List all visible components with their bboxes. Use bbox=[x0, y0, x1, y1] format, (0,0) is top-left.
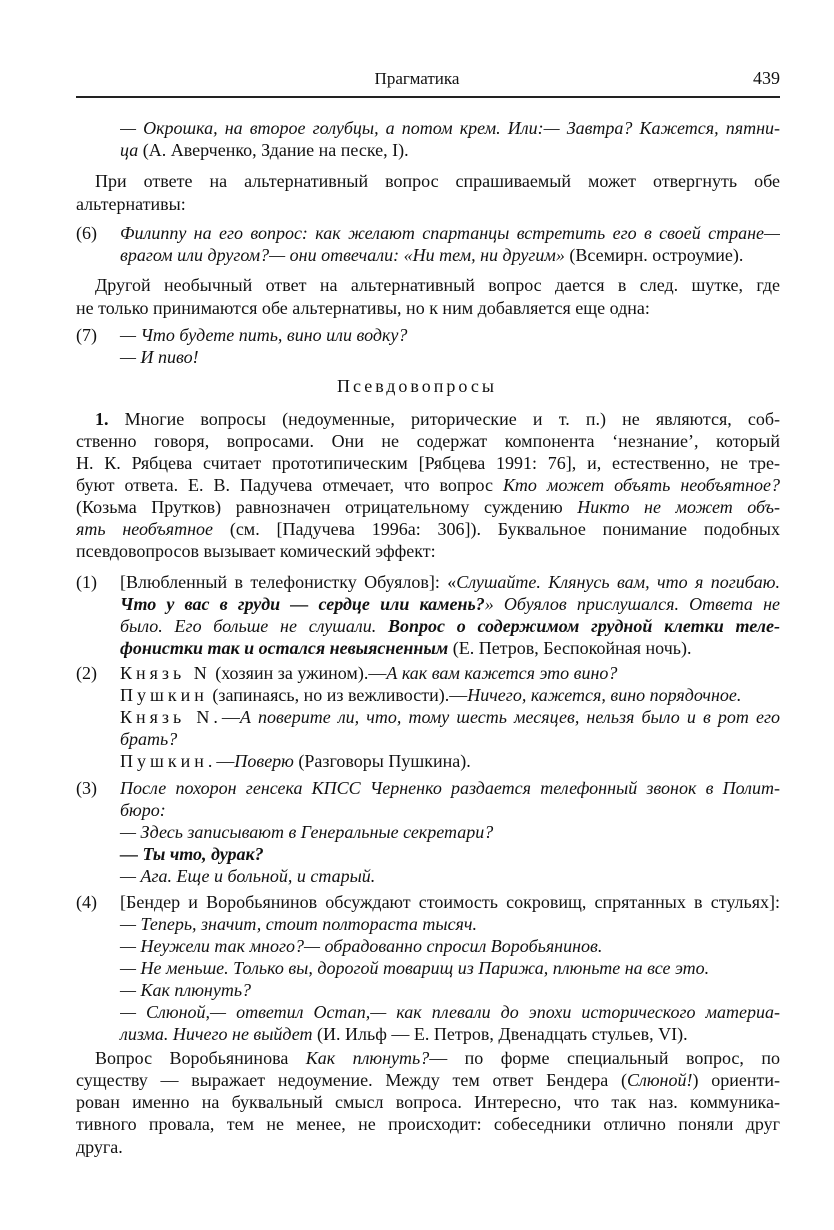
text-segment: Филиппу на его вопрос: как желают спартанцы встретить его в своей стране— bbox=[120, 223, 780, 243]
text-segment: — Не меньше. Только вы, дорогой товарищ из Парижа, плюньте на все это. bbox=[120, 958, 710, 978]
text-line bbox=[120, 865, 780, 887]
text-segment: (А. Аверченко, Здание на песке, I). bbox=[138, 140, 409, 160]
text-segment: лизма. Ничего не выйдет bbox=[120, 1024, 313, 1044]
text-segment: ) ориенти- bbox=[692, 1070, 780, 1090]
text-line bbox=[95, 170, 780, 192]
text-segment: — И пиво! bbox=[120, 347, 199, 367]
text-segment: (Козьма Прутков) равнозначен отрицательному суждению bbox=[76, 497, 578, 517]
text-line bbox=[120, 843, 780, 865]
text-line bbox=[120, 593, 780, 615]
text-line bbox=[120, 139, 780, 161]
text-segment: существу — выражает недоумение. Между тем ответ Бендера ( bbox=[76, 1070, 627, 1090]
text-line bbox=[120, 615, 780, 637]
text-line bbox=[76, 1136, 780, 1158]
text-segment: брать? bbox=[120, 729, 178, 749]
text-line bbox=[120, 913, 780, 935]
example-number: (1) bbox=[76, 572, 97, 592]
text-segment: тивного провала, тем не менее, не происходит: собеседники отлично поняли друг bbox=[76, 1114, 780, 1134]
example-number: (3) bbox=[76, 778, 97, 798]
text-segment: ственно говоря, вопросами. Они не содержат компонента ‘незнание’, который bbox=[76, 431, 780, 451]
text-line bbox=[76, 452, 780, 474]
text-segment: Н. К. Рябцева считает прототипическим [Рябцева 1991: 76], и, естественно, не тре- bbox=[76, 453, 780, 473]
text-segment: псевдовопросов вызывает комический эффект: bbox=[76, 541, 436, 561]
text-segment: (Е. Петров, Беспокойная ночь). bbox=[448, 638, 692, 658]
text-line bbox=[120, 662, 780, 684]
page-number: 439 bbox=[753, 68, 780, 88]
text-segment: ца bbox=[120, 140, 139, 160]
text-line bbox=[76, 540, 780, 562]
text-segment: Слюной! bbox=[627, 1070, 693, 1090]
section-heading: Псевдовопросы bbox=[337, 376, 497, 396]
speaker-name: Пушкин. bbox=[120, 751, 217, 771]
text-segment: — bbox=[216, 751, 235, 771]
text-line bbox=[120, 117, 780, 139]
text-line bbox=[120, 979, 780, 1001]
text-segment: (см. [Падучева 1996а: 306]). Буквальное понимание подобных bbox=[213, 519, 780, 539]
text-line bbox=[120, 1023, 780, 1045]
text-segment: — Ты что, дурак? bbox=[120, 844, 264, 864]
text-segment: ять необъятное bbox=[76, 519, 214, 539]
text-segment: А поверите ли, что, тому шесть месяцев, нельзя было и в рот его bbox=[239, 707, 780, 727]
text-segment: Другой необычный ответ на альтернативный вопрос дается в след. шутке, где bbox=[95, 275, 780, 295]
text-segment: Вопрос о содержимом грудной клетки теле- bbox=[387, 616, 780, 636]
text-segment: Как плюнуть? bbox=[305, 1048, 430, 1068]
speaker-name: Пушкин bbox=[120, 685, 208, 705]
text-line bbox=[120, 935, 780, 957]
text-segment: буют ответа. Е. В. Падучева отмечает, что вопрос bbox=[76, 475, 503, 495]
text-line bbox=[76, 1091, 780, 1113]
text-line bbox=[120, 957, 780, 979]
text-segment: альтернативы: bbox=[76, 194, 186, 214]
text-line bbox=[95, 1047, 780, 1069]
text-segment: (Разговоры Пушкина). bbox=[293, 751, 471, 771]
text-segment: — Слюной,— ответил Остап,— как плевали до эпохи исторического материа- bbox=[120, 1002, 780, 1022]
text-segment: врагом или другом?— они отвечали: «Ни тем, ни другим» bbox=[120, 245, 565, 265]
text-segment: — Что будете пить, вино или водку? bbox=[120, 325, 408, 345]
text-segment: — Ага. Еще и больной, и старый. bbox=[120, 866, 376, 886]
text-segment: 1. bbox=[95, 409, 109, 429]
example-number: (6) bbox=[76, 223, 97, 243]
text-line bbox=[120, 637, 780, 659]
text-line bbox=[120, 891, 780, 913]
text-segment: [Влюбленный в телефонистку Обуялов]: « bbox=[120, 572, 457, 592]
text-segment: Ничего, кажется, вино порядочное. bbox=[467, 685, 742, 705]
example-number: (7) bbox=[76, 325, 97, 345]
text-line bbox=[120, 684, 780, 706]
text-segment: Кто может объять необъятное? bbox=[502, 475, 780, 495]
text-segment: А как вам кажется это вино? bbox=[386, 663, 618, 683]
text-line bbox=[76, 1113, 780, 1135]
text-segment: бюро: bbox=[120, 800, 166, 820]
text-line bbox=[120, 222, 780, 244]
text-segment: » Обуялов прислушался. Ответа не bbox=[484, 594, 780, 614]
text-line bbox=[120, 571, 780, 593]
text-segment: фонистки так и остался невыясненным bbox=[120, 638, 449, 658]
text-line bbox=[120, 706, 780, 728]
text-segment: рован именно на буквальный смысл вопроса. Интересно, что так наз. коммуника- bbox=[76, 1092, 780, 1112]
text-segment: — Неужели так много?— обрадованно спросил Воробьянинов. bbox=[120, 936, 603, 956]
speaker-name: Князь N. bbox=[120, 707, 222, 727]
text-line bbox=[76, 193, 780, 215]
text-segment: друга. bbox=[76, 1137, 123, 1157]
text-segment: Вопрос Воробьянинова bbox=[95, 1048, 306, 1068]
text-segment: не только принимаются обе альтернативы, но к ним добавляется еще одна: bbox=[76, 298, 650, 318]
text-segment: После похорон генсека КПСС Черненко раздается телефонный звонок в Полит- bbox=[120, 778, 780, 798]
text-segment: Поверю bbox=[234, 751, 294, 771]
text-line bbox=[76, 518, 780, 540]
text-segment: (Всемирн. остроумие). bbox=[564, 245, 744, 265]
text-segment: — Здесь записывают в Генеральные секретари? bbox=[120, 822, 494, 842]
text-segment: При ответе на альтернативный вопрос спрашиваемый может отвергнуть обе bbox=[95, 171, 780, 191]
text-line bbox=[120, 799, 780, 821]
text-line bbox=[76, 297, 780, 319]
text-line bbox=[120, 821, 780, 843]
text-segment: было. Его больше не слушали. bbox=[120, 616, 388, 636]
text-line bbox=[120, 346, 780, 368]
text-segment: (хозяин за ужином).— bbox=[210, 663, 387, 683]
speaker-name: Князь N bbox=[120, 663, 211, 683]
text-segment: Слушайте. Клянусь вам, что я погибаю. bbox=[456, 572, 780, 592]
text-segment: — Окрошка, на второе голубцы, а потом крем. Или:— Завтра? Кажется, пятни- bbox=[120, 118, 780, 138]
example-number: (2) bbox=[76, 663, 97, 683]
example-number: (4) bbox=[76, 892, 97, 912]
text-line bbox=[120, 324, 780, 346]
text-line bbox=[120, 1001, 780, 1023]
text-segment: (И. Ильф — Е. Петров, Двенадцать стульев, VI). bbox=[312, 1024, 688, 1044]
header-rule bbox=[76, 96, 780, 98]
text-segment: — bbox=[221, 707, 240, 727]
text-segment: — по форме специальный вопрос, по bbox=[429, 1048, 780, 1068]
text-segment: Никто не может объ- bbox=[577, 497, 780, 517]
text-line bbox=[120, 750, 780, 772]
text-segment: — Как плюнуть? bbox=[120, 980, 252, 1000]
text-line bbox=[76, 1069, 780, 1091]
text-segment: [Бендер и Воробьянинов обсуждают стоимость сокровищ, спрятанных в стульях]: bbox=[120, 892, 780, 912]
text-segment: — Теперь, значит, стоит полтораста тысяч. bbox=[120, 914, 478, 934]
text-line bbox=[95, 274, 780, 296]
text-line bbox=[76, 474, 780, 496]
text-line bbox=[76, 430, 780, 452]
text-line bbox=[76, 496, 780, 518]
text-line bbox=[95, 408, 780, 430]
running-header-title: Прагматика bbox=[374, 69, 460, 88]
text-line bbox=[120, 244, 780, 266]
text-segment: (запинаясь, но из вежливости).— bbox=[207, 685, 468, 705]
text-line bbox=[120, 728, 780, 750]
text-line bbox=[120, 777, 780, 799]
text-segment: Многие вопросы (недоуменные, риторические и т. п.) не являются, соб- bbox=[108, 409, 780, 429]
text-segment: Что у вас в груди — сердце или камень? bbox=[120, 594, 485, 614]
